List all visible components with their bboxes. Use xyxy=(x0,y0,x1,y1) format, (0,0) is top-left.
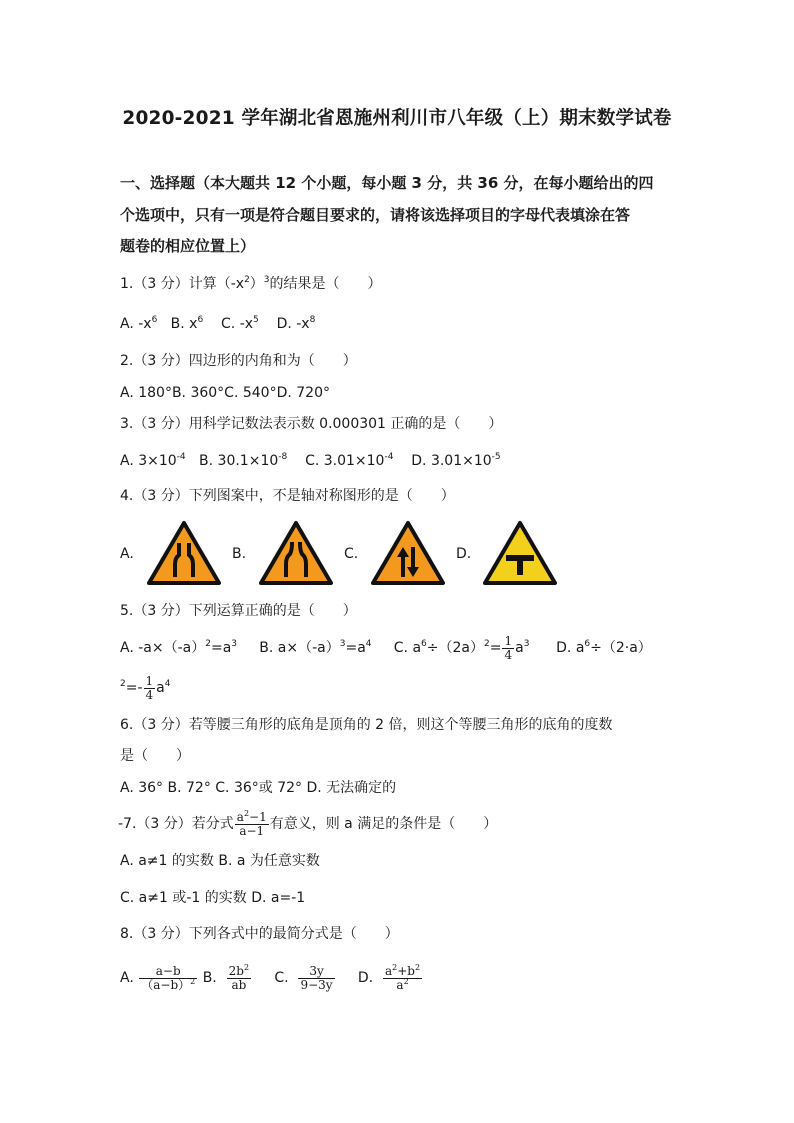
question-1-stem: 1.（3 分）计算$(-x^2)^3$的结果是（ ） xyxy=(120,275,382,292)
option-b-label: B. xyxy=(232,546,247,562)
question-6-stem-line-2: 是（ ） xyxy=(120,748,190,764)
question-4-stem: 4.（3 分）下列图案中，不是轴对称图形的是（ ） xyxy=(120,488,455,504)
fraction: $\frac{a-b}{(a-b)^2}$ xyxy=(141,963,196,992)
question-7-options-cd: C. a≠1 或-1 的实数 D. a=-1 xyxy=(120,890,306,906)
fraction: $\frac{3y}{9-3y}$ xyxy=(300,963,333,992)
section-heading-line-2: 个选项中，只有一项是符合题目要求的，请将该选择项目的字母代表填涂在答 xyxy=(120,206,631,224)
option-a: A. $-a\times(-a)^2=a^3$ xyxy=(120,639,238,656)
question-2-stem: 2.（3 分）四边形的内角和为（ ） xyxy=(120,353,357,369)
question-5-option-d-continued: $^2$=- $\frac{1}{4}$ $a^4$ xyxy=(120,673,171,702)
option-c: C. $\frac{3y}{9-3y}$ xyxy=(274,963,333,992)
question-5-options xyxy=(120,634,652,662)
two-way-traffic-sign-icon xyxy=(370,520,446,586)
question-1-options xyxy=(120,315,315,333)
question-3-options xyxy=(120,452,501,470)
option-b: B. $x^6$ xyxy=(170,315,204,332)
option-d: D. $a^6\div(2\cdot a)$ xyxy=(556,639,652,656)
question-7-stem: -7.（3 分）若分式 $\frac{a^2-1}{a-1}$ 有意义，则 a 满足的条件是（ ） xyxy=(118,808,498,838)
question-2-options: A. 180°B. 360°C. 540°D. 720° xyxy=(120,385,330,401)
option-a: A. $-x^6$ xyxy=(120,315,158,332)
t-junction-sign-icon xyxy=(482,520,558,586)
question-5-stem: 5.（3 分）下列运算正确的是（ ） xyxy=(120,603,357,619)
option-b: B. $a\times(-a)^3=a^4$ xyxy=(259,639,372,656)
option-d: D. $3.01\times 10^{-5}$ xyxy=(411,452,501,469)
question-6-stem-line-1: 6.（3 分）若等腰三角形的底角是顶角的 2 倍，则这个等腰三角形的底角的度数 xyxy=(120,717,613,733)
question-8-options xyxy=(120,958,423,998)
option-d-label: D. xyxy=(456,546,472,562)
fraction: $\frac{a^2-1}{a-1}$ xyxy=(236,808,267,838)
question-8-stem: 8.（3 分）下列各式中的最简分式是（ ） xyxy=(120,926,399,942)
option-c-label: C. xyxy=(344,546,359,562)
option-a: A. $3\times 10^{-4}$ xyxy=(120,452,186,469)
option-c: C. $-x^5$ xyxy=(221,315,259,332)
page-title: 2020-2021 学年湖北省恩施州利川市八年级（上）期末数学试卷 xyxy=(122,108,672,129)
question-3-stem: 3.（3 分）用科学记数法表示数 0.000301 正确的是（ ） xyxy=(120,416,503,432)
option-c: C. $a^6\div(2a)^2=$ $\frac{1}{4}$ $a^3$ xyxy=(393,633,530,662)
fraction: $\frac{1}{4}$ xyxy=(504,633,513,662)
option-c: C. $3.01\times 10^{-4}$ xyxy=(305,452,394,469)
fraction: $\frac{2b^2}{ab}$ xyxy=(228,962,250,992)
section-heading-line-3: 题卷的相应位置上） xyxy=(120,237,256,255)
fraction: $\frac{a^2+b^2}{a^2}$ xyxy=(385,962,421,992)
option-a: A. $\frac{a-b}{(a-b)^2}$ xyxy=(120,963,196,992)
option-d: D. $-x^8$ xyxy=(276,315,316,332)
option-b: B. $\frac{2b^2}{ab}$ xyxy=(202,962,250,992)
option-a-label: A. xyxy=(120,546,134,562)
question-7-options-ab: A. a≠1 的实数 B. a 为任意实数 xyxy=(120,853,320,869)
fraction: $\frac{1}{4}$ xyxy=(145,673,154,702)
option-d: D. $\frac{a^2+b^2}{a^2}$ xyxy=(357,962,421,992)
road-narrows-sign-icon xyxy=(146,520,222,586)
question-6-options: A. 36° B. 72° C. 36°或 72° D. 无法确定的 xyxy=(120,780,397,796)
section-heading-line-1: 一、选择题（本大题共 12 个小题，每小题 3 分，共 36 分，在每小题给出的四 xyxy=(120,174,654,192)
road-narrows-right-sign-icon xyxy=(258,520,334,586)
option-b: B. $30.1\times 10^{-8}$ xyxy=(199,452,288,469)
